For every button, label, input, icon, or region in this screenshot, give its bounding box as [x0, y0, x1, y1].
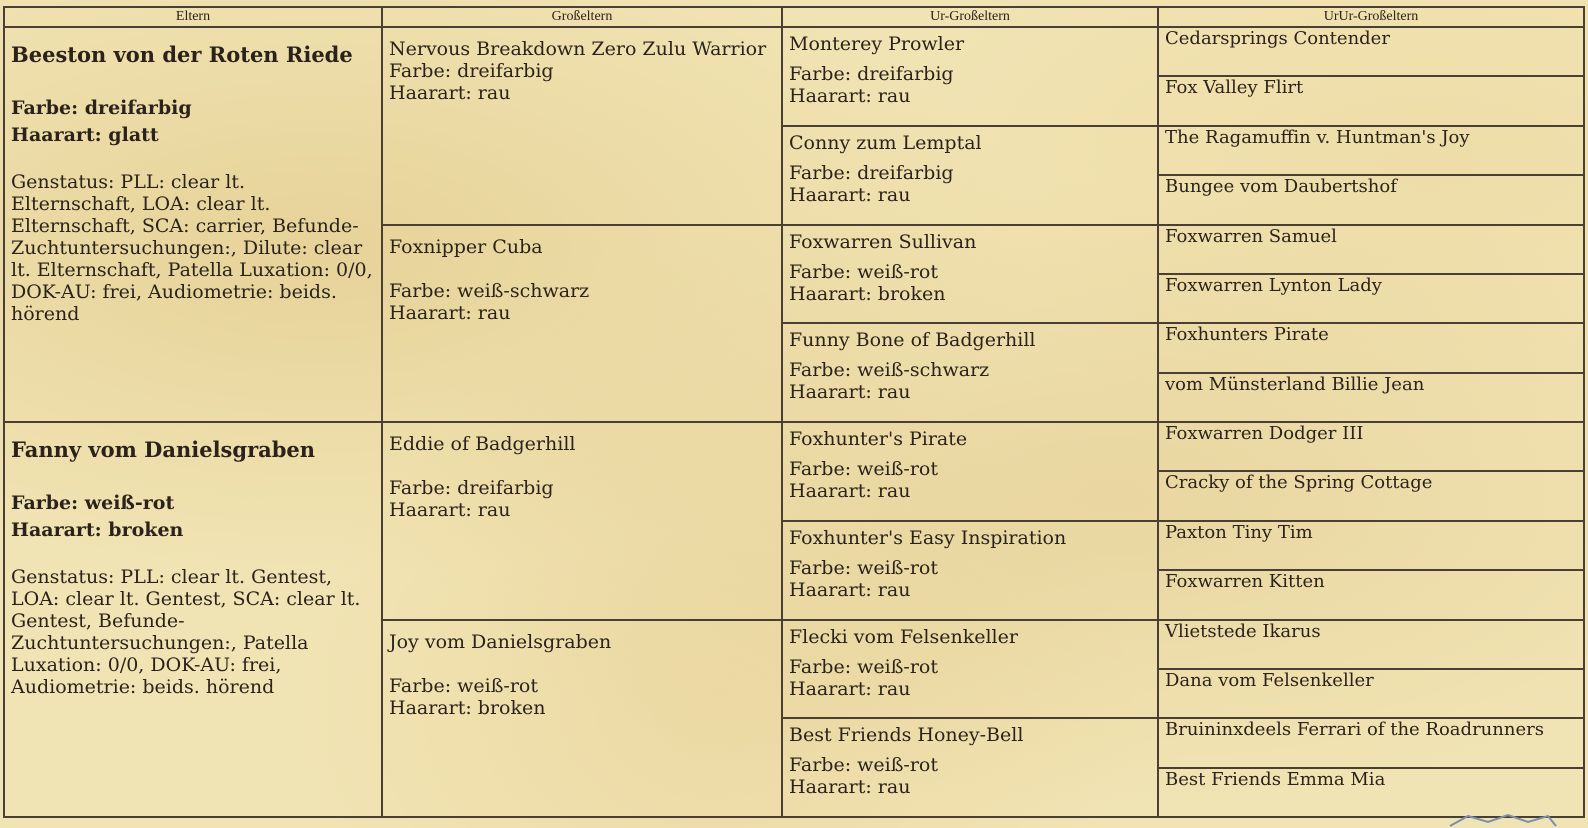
grandparent-coat: Haarart: rau [389, 301, 511, 324]
great-grandparent-cell [783, 423, 1157, 522]
great-grandparent-cell [783, 28, 1157, 127]
great-grandparent-cell [783, 621, 1157, 720]
ancestor-cell: Fox Valley Flirt [1159, 77, 1583, 126]
header-great-great-grandparents: UrUr-Großeltern [1159, 8, 1583, 28]
grandparent-cell [383, 621, 781, 817]
parents-column [5, 8, 383, 816]
grandparent-color: Farbe: dreifarbig [389, 477, 554, 499]
great-grandparent-cell [783, 522, 1157, 621]
grandparent-name: Nervous Breakdown Zero Zulu Warrior [389, 38, 767, 60]
ancestor-cell: vom Münsterland Billie Jean [1159, 374, 1583, 423]
ancestor-cell: Foxwarren Dodger III [1159, 423, 1583, 472]
great-great-grandparents-column [1159, 8, 1583, 816]
grandparent-cell [383, 423, 781, 621]
ancestor-cell: Best Friends Emma Mia [1165, 768, 1386, 790]
ancestor-cell: The Ragamuffin v. Huntman's Joy [1159, 127, 1583, 176]
great-grandparents-column [783, 8, 1159, 816]
ancestor-cell: Paxton Tiny Tim [1159, 522, 1583, 571]
great-grandparent-coat: Haarart: rau [789, 183, 911, 206]
great-grandparent-cell [783, 226, 1157, 325]
grandparent-color: Farbe: dreifarbig [389, 60, 554, 82]
great-grandparent-coat: Haarart: rau [789, 677, 911, 700]
grandparent-coat: Haarart: rau [389, 499, 511, 521]
great-grandparent-coat: Haarart: rau [789, 381, 911, 404]
great-grandparent-cell [783, 324, 1157, 423]
parent-dam-cell [5, 423, 381, 816]
stamp-mark-icon [1448, 812, 1558, 828]
grandparent-cell [383, 28, 781, 226]
great-grandparent-coat: Haarart: broken [789, 282, 946, 305]
grandparent-cell [383, 226, 781, 424]
ancestor-cell: Foxwarren Kitten [1159, 571, 1583, 620]
great-grandparent-color: Farbe: weiß-rot [789, 260, 939, 283]
header-grandparents: Großeltern [383, 8, 781, 28]
header-parents: Eltern [5, 8, 381, 28]
great-grandparent-coat: Haarart: rau [789, 85, 911, 107]
great-grandparent-color: Farbe: weiß-rot [789, 458, 939, 480]
great-grandparent-color: Farbe: dreifarbig [789, 63, 954, 85]
pedigree-table [3, 6, 1585, 818]
ancestor-cell: Vlietstede Ikarus [1159, 621, 1583, 670]
great-grandparent-name: Funny Bone of Badgerhill [789, 329, 1036, 352]
great-grandparent-name: Monterey Prowler [789, 33, 965, 55]
great-grandparent-coat: Haarart: rau [789, 480, 911, 502]
great-grandparent-cell [783, 719, 1157, 816]
ancestor-cell: Foxwarren Lynton Lady [1159, 275, 1583, 324]
grandparent-name: Foxnipper Cuba [389, 235, 543, 258]
great-grandparent-name: Conny zum Lemptal [789, 131, 982, 154]
great-grandparent-coat: Haarart: rau [789, 578, 911, 601]
parent-name: Beeston von der Roten Riede [11, 42, 353, 67]
great-grandparent-color: Farbe: dreifarbig [789, 161, 954, 184]
parent-name: Fanny vom Danielsgraben [11, 437, 316, 462]
ancestor-cell: Bungee vom Daubertshof [1159, 176, 1583, 225]
ancestor-cell: Cedarsprings Contender [1159, 28, 1583, 77]
great-grandparent-cell [783, 127, 1157, 226]
great-grandparent-coat: Haarart: rau [789, 776, 911, 799]
parent-health-info: Genstatus: PLL: clear lt. Elternschaft, LOA: clear lt. Elternschaft, SCA: carrier, Befunde-Zuchtuntersuchungen:, Dilute: clear lt. Elternschaft, Patella Luxation: 0/0, DOK-AU: frei, Audiometrie: beids. hörend [11, 171, 373, 325]
great-grandparent-name: Foxwarren Sullivan [789, 230, 977, 253]
great-grandparent-name: Foxhunter's Easy Inspiration [789, 526, 1067, 549]
grandparents-column [383, 8, 783, 816]
parent-coat: Haarart: glatt [11, 124, 159, 146]
ancestor-cell: Bruininxdeels Ferrari of the Roadrunners [1159, 719, 1583, 768]
ancestor-cell: Cracky of the Spring Cottage [1159, 472, 1583, 521]
grandparent-color: Farbe: weiß-schwarz [389, 279, 590, 302]
parent-color: Farbe: dreifarbig [11, 97, 192, 119]
grandparent-color: Farbe: weiß-rot [389, 674, 539, 697]
parent-color: Farbe: weiß-rot [11, 492, 175, 514]
great-grandparent-color: Farbe: weiß-schwarz [789, 359, 990, 382]
grandparent-coat: Haarart: rau [389, 82, 511, 104]
ancestor-cell: Dana vom Felsenkeller [1159, 670, 1583, 719]
ancestor-cell: Foxwarren Samuel [1159, 226, 1583, 275]
great-grandparent-color: Farbe: weiß-rot [789, 655, 939, 678]
great-grandparent-color: Farbe: weiß-rot [789, 556, 939, 579]
great-grandparent-name: Flecki vom Felsenkeller [789, 625, 1018, 648]
great-grandparent-name: Best Friends Honey-Bell [789, 724, 1024, 747]
great-grandparent-name: Foxhunter's Pirate [789, 428, 968, 450]
parent-sire-cell [5, 28, 381, 423]
ancestor-cell: Foxhunters Pirate [1159, 324, 1583, 373]
grandparent-name: Joy vom Danielsgraben [389, 630, 612, 653]
parent-health-info: Genstatus: PLL: clear lt. Gentest, LOA: clear lt. Gentest, SCA: clear lt. Gentest, Befunde-Zuchtuntersuchungen:, Patella Luxation: 0/0, DOK-AU: frei, Audiometrie: beids. hörend [11, 566, 361, 698]
grandparent-coat: Haarart: broken [389, 696, 546, 719]
great-grandparent-color: Farbe: weiß-rot [789, 754, 939, 777]
parent-coat: Haarart: broken [11, 519, 184, 541]
grandparent-name: Eddie of Badgerhill [389, 433, 576, 455]
header-great-grandparents: Ur-Großeltern [783, 8, 1157, 28]
